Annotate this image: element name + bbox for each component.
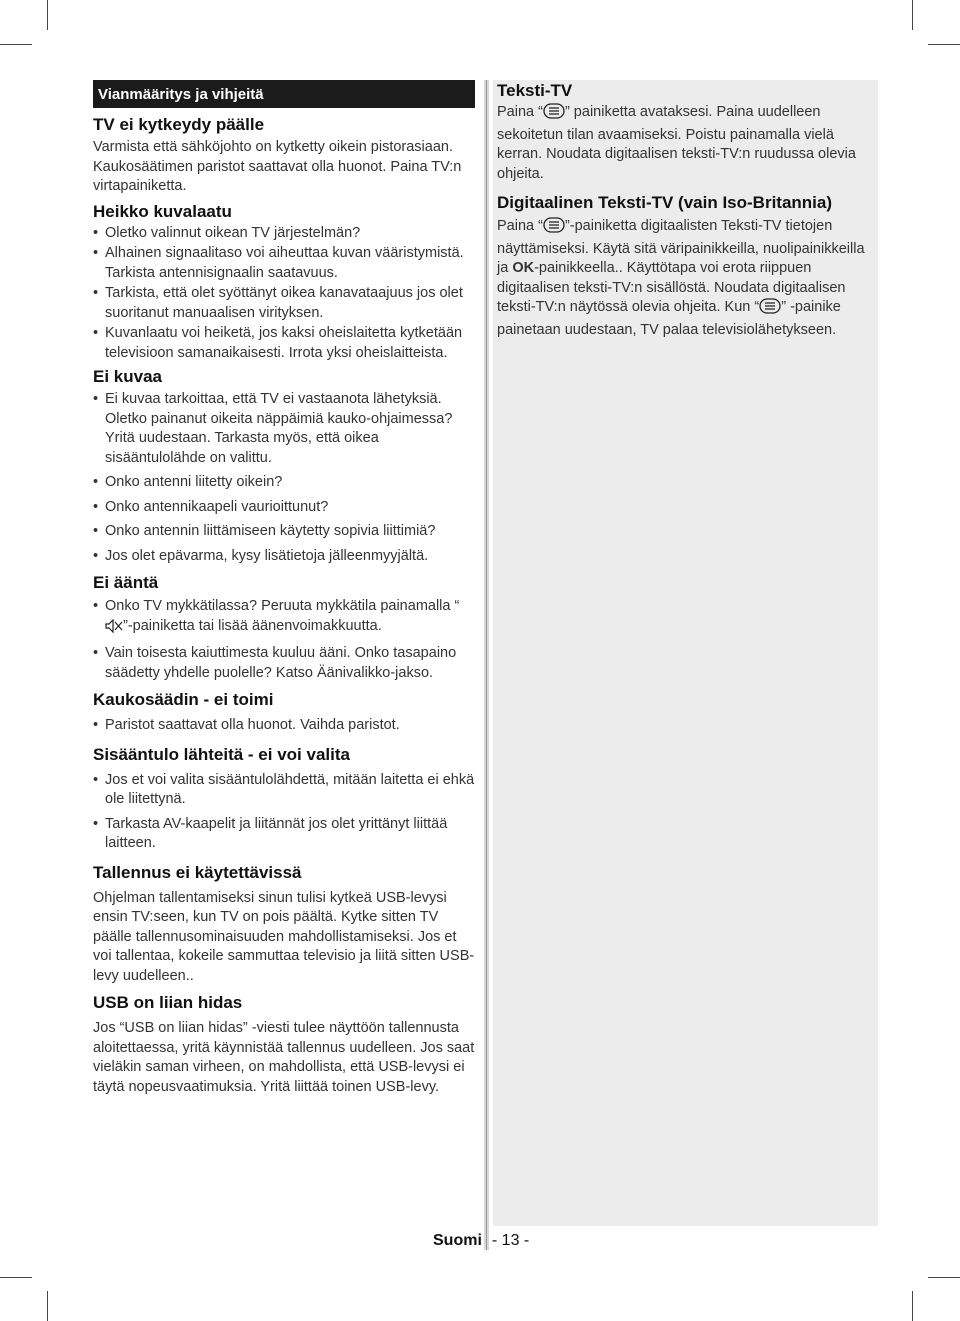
heading-ei-aanta: Ei ääntä — [93, 573, 159, 592]
left-column — [93, 80, 475, 1097]
teletext-icon — [543, 103, 565, 126]
crop-mark — [0, 44, 32, 45]
list-item: • Paristot saattavat olla huonot. Vaihda paristot. — [93, 716, 475, 736]
column-divider-line — [486, 80, 487, 1250]
list-no-sound — [93, 597, 475, 683]
crop-mark — [47, 1291, 48, 1321]
crop-mark — [0, 1277, 32, 1278]
heading-tv-ei-kytkeydy: TV ei kytkeydy päälle — [93, 115, 265, 134]
paragraph-digital-teletext — [497, 217, 878, 340]
footer-language: Suomi — [433, 1232, 482, 1249]
teletext-icon — [759, 298, 781, 321]
digital-text-c: -painikkeella.. Käyttötapa voi erota riippuen digitaalisen teksti-TV:n sisällöstä. Noudata digitaalisen teksti-TV:n näytössä olevia ohjeita. Kun “ — [497, 260, 846, 315]
heading-ei-kuvaa: Ei kuvaa — [93, 367, 162, 386]
ok-label: OK — [512, 260, 535, 276]
list-item: • Jos olet epävarma, kysy lisätietoja jälleenmyyjältä. — [93, 547, 475, 567]
list-item: • Kuvanlaatu voi heiketä, jos kaksi oheislaitetta kytketään televisioon samanaikaisesti. Irrota yksi oheislaitteista. — [93, 324, 475, 363]
heading-teksti-tv: Teksti-TV — [497, 81, 573, 100]
crop-mark — [912, 0, 913, 30]
list-item: • Ei kuvaa tarkoittaa, että TV ei vastaanota lähetyksiä. Oletko painanut oikeita näppäimiä kauko-ohjaimessa? Yritä uudestaan. Tarkasta myös, että oikea sisääntulolähde on valittu. — [93, 390, 475, 468]
heading-sisaantulo: Sisääntulo lähteitä - ei voi valita — [93, 744, 350, 764]
crop-mark — [47, 0, 48, 30]
crop-mark — [928, 1277, 960, 1278]
crop-mark — [912, 1291, 913, 1321]
list-item: • Vain toisesta kaiuttimesta kuuluu ääni. Onko tasapaino säädetty yhdelle puolelle? Katso Äänivalikko-jakso. — [93, 644, 475, 683]
list-item: • Alhainen signaalitaso voi aiheuttaa kuvan vääristymistä. Tarkista antennisignaalin saatavuus. — [93, 244, 475, 283]
crop-mark — [928, 44, 960, 45]
paragraph-recording: Ohjelman tallentamiseksi sinun tulisi kytkeä USB-levysi ensin TV:seen, kun TV on pois päältä. Kytke sitten TV päälle tallennusominaisuuden mahdollistamiseksi. Jos et voi tallentaa, kokeile sammuttaa televisio ja liitä sitten USB-levy uudelleen.. — [93, 889, 475, 984]
heading-heikko-kuvalaatu: Heikko kuvalaatu — [93, 201, 232, 221]
heading-digital-teletext: Digitaalinen Teksti-TV (vain Iso-Britannia) — [497, 193, 833, 212]
mute-icon — [105, 619, 123, 640]
heading-usb-hidas: USB on liian hidas — [93, 993, 243, 1012]
right-column — [497, 80, 878, 340]
page-footer — [433, 1232, 529, 1250]
teletext-icon — [543, 217, 565, 240]
paragraph-teletext — [497, 103, 878, 184]
list-remote — [93, 716, 475, 736]
digital-text-a: Paina “ — [497, 218, 543, 234]
mute-text-pre: Onko TV mykkätilassa? Peruuta mykkätila painamalla “ — [105, 598, 460, 614]
section-title: Vianmääritys ja vihjeitä — [93, 80, 475, 108]
list-item: • Onko antenni liitetty oikein? — [93, 473, 475, 493]
teletext-text-pre: Paina “ — [497, 104, 543, 120]
heading-tallennus: Tallennus ei käytettävissä — [93, 862, 302, 882]
page-number: - 13 - — [491, 1232, 530, 1249]
list-item: • Jos et voi valita sisääntulolähdettä, mitään laitetta ei ehkä ole liitettynä. — [93, 771, 475, 810]
paragraph-usb-slow: Jos “USB on liian hidas” -viesti tulee näyttöön tallennusta aloitettaessa, yritä käynnistää tallennus uudelleen. Jos saat vieläkin saman virheen, on mahdollista, että USB-levysi ei täytä nopeusvaatimuksia. Yritä liittää toinen USB-levy. — [93, 1020, 475, 1095]
digital-text-b: ”-painiketta digitaalisten Teksti-TV tietojen näyttämiseksi. Käytä sitä väripainikkeilla, nuolipainikkeilla ja — [497, 218, 865, 276]
list-item — [93, 597, 475, 639]
heading-kaukosaadin: Kaukosäädin - ei toimi — [93, 690, 274, 709]
list-no-picture — [93, 390, 475, 566]
digital-text-d: ” -painike painetaan uudestaan, TV palaa televisiolähetykseen. — [497, 299, 841, 338]
list-item: • Tarkista, että olet syöttänyt oikea kanavataajuus jos olet suoritanut manuaalisen virityksen. — [93, 284, 475, 323]
teletext-text-post: ” painiketta avataksesi. Paina uudelleen sekoitetun tilan avaamiseksi. Poistu painamalla vielä kerran. Noudata digitaalisen teksti-TV:n ruudussa olevia ohjeita. — [497, 104, 856, 182]
list-item: • Onko antennin liittämiseen käytetty sopivia liittimiä? — [93, 522, 475, 542]
list-item: • Oletko valinnut oikean TV järjestelmän? — [93, 224, 475, 244]
list-item: • Onko antennikaapeli vaurioittunut? — [93, 498, 475, 518]
list-picture-quality — [93, 224, 475, 364]
list-input-source — [93, 771, 475, 854]
list-item: • Tarkasta AV-kaapelit ja liitännät jos olet yrittänyt liittää laitteen. — [93, 815, 475, 854]
mute-text-post: ”-painiketta tai lisää äänenvoimakkuutta. — [123, 617, 382, 634]
paragraph-power: Varmista että sähköjohto on kytketty oikein pistorasiaan. Kaukosäätimen paristot saattavat olla huonot. Paina TV:n virtapainiketta. — [93, 139, 462, 194]
